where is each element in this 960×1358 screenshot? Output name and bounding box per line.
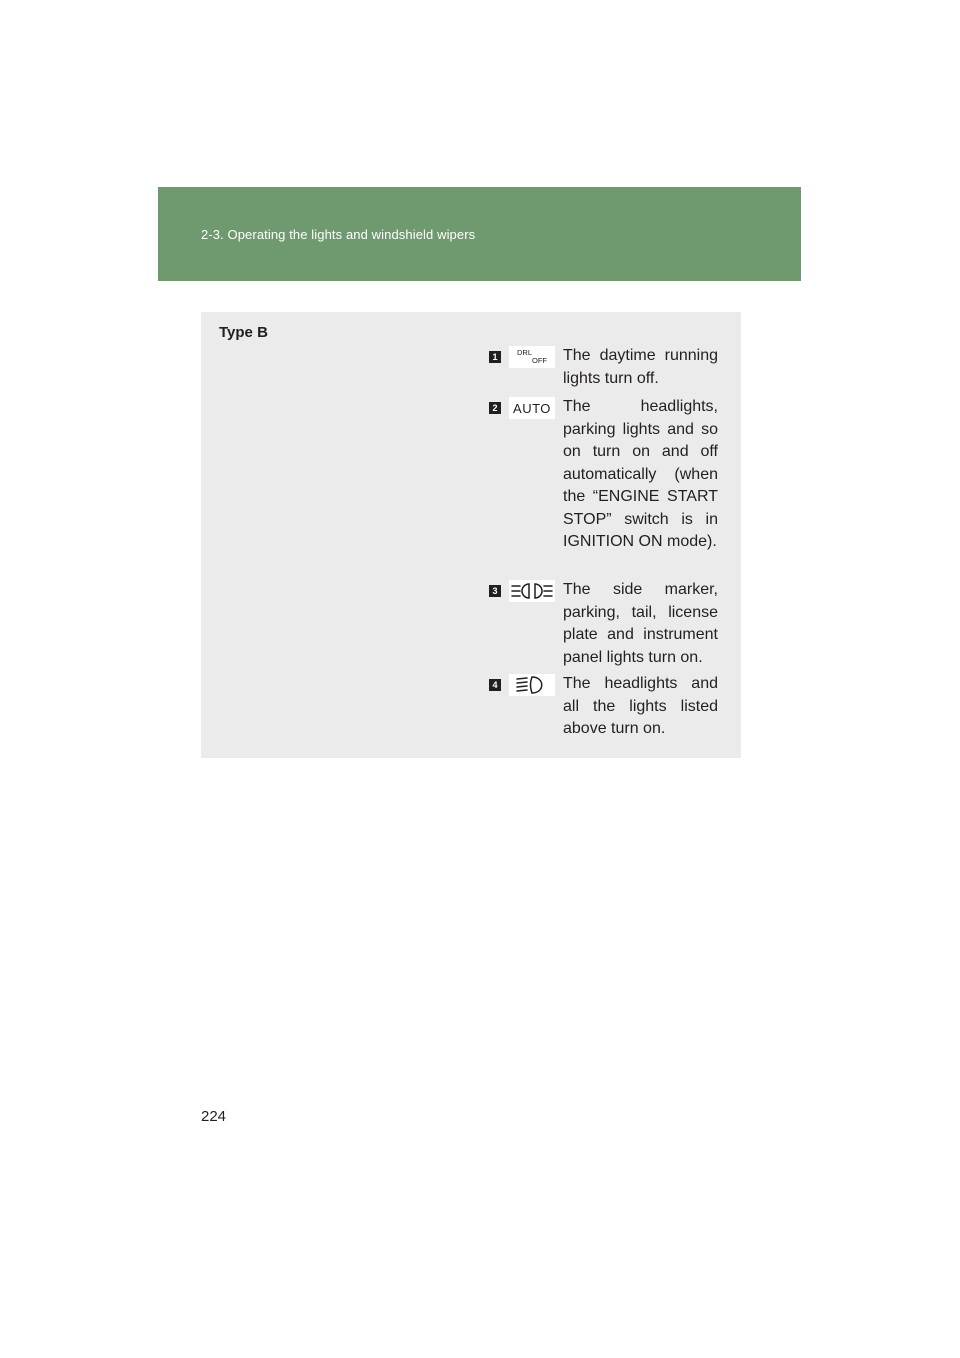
item-description: The daytime running lights turn off. xyxy=(563,347,718,387)
item-description: The side marker, parking, tail, license plate and instrument panel lights turn on. xyxy=(563,581,718,666)
item-number: 3 xyxy=(489,585,501,597)
page-number: 224 xyxy=(201,1108,227,1125)
item-description: The headlights and all the lights listed above turn on. xyxy=(563,675,718,737)
item-number: 4 xyxy=(489,679,501,691)
off-text: OFF xyxy=(532,356,547,365)
headlight-icon xyxy=(509,674,555,696)
auto-text: AUTO xyxy=(513,400,551,416)
item-number: 1 xyxy=(489,351,501,363)
type-label: Type B xyxy=(219,324,268,341)
item-number: 2 xyxy=(489,402,501,414)
drl-off-symbol xyxy=(509,346,555,368)
parking-lights-icon xyxy=(509,580,555,602)
chapter-header xyxy=(158,187,801,281)
drl-text: DRL xyxy=(517,348,533,357)
switch-positions-panel xyxy=(201,312,741,758)
chapter-title: 2-3. Operating the lights and windshield wipers xyxy=(201,227,476,242)
item-description: The headlights, parking lights and so on turn on and off automatically (when the “ENGINE START STOP” switch is in IGNITION ON mode). xyxy=(563,398,718,550)
auto-symbol xyxy=(509,397,555,419)
